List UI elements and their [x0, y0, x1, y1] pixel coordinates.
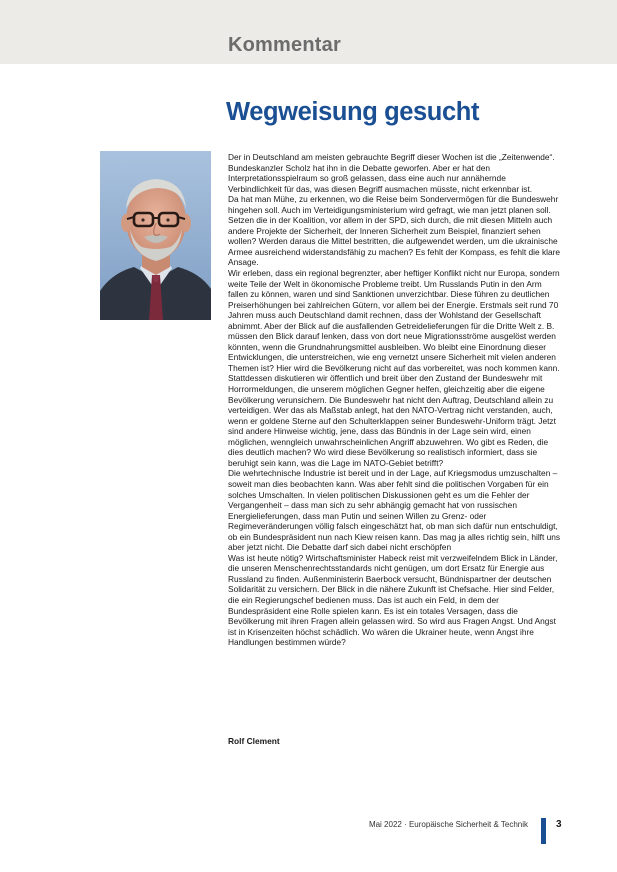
page-number: 3 — [556, 819, 562, 830]
author-portrait-image — [100, 151, 211, 320]
footer-accent-bar — [541, 818, 546, 844]
footer-journal: Europäische Sicherheit & Technik — [408, 820, 528, 829]
article-paragraph: Die wehrtechnische Industrie ist bereit und in der Lage, auf Kriegsmodus umzuschalten – soweit man dies beobachten kann. Was aber fehlt sind die politischen Vorgaben für ein solches Umschalten. In vielen politischen Diskussionen geht es um die Fehler der Vergangenheit – dass man sich zu sehr abhängig gemacht hat von russischen Energielieferungen, dass man Putin und seinen Willen zu Grenz- oder Regimeveränderungen völlig falsch eingeschätzt hat, ob man sich dafür nun entschuldigt, ob ein Bundespräsident nun nach Kiew reisen kann. Das mag ja alles richtig sein, hilft uns aber jetzt nicht. Die Debatte darf sich dabei nicht erschöpfen — [228, 468, 561, 553]
article-title: Wegweisung gesucht — [226, 98, 480, 126]
footer-separator: · — [401, 820, 409, 829]
footer-text — [369, 820, 528, 829]
article-paragraph: Der in Deutschland am meisten gebrauchte Begriff dieser Wochen ist die „Zeitenwende“. Bundeskanzler Scholz hat ihn in die Debatte geworfen. Aber er hat den Interpretationsspielraum so groß gelassen, dass eine auch nur annähernde Verbindlichkeit für das, was diesen Begriff ausmachen müsste, nicht erkennbar ist. — [228, 152, 555, 194]
author-name: Rolf Clement — [228, 736, 280, 746]
article-paragraph: Da hat man Mühe, zu erkennen, wo die Reise beim Sondervermögen für die Bundeswehr hingehen soll. Auch im Verteidigungsministerium wird gefragt, wie man jetzt planen soll. Setzen die in der Koalition, vor allem in der SPD, sich durch, die mit diesen Mitteln auch andere Projekte der Sicherheit, der Inneren Sicherheit zum Beispiel, finanziert sehen wollen? Werden daraus die Mittel bestritten, die aufgewendet werden, um die ukrainische Armee ausreichend widerstandsfähig zu machen? Es fehlt der Kompass, es fehlt die klare Ansage. — [228, 194, 561, 268]
article-paragraph: Stattdessen diskutieren wir öffentlich und breit über den Zustand der Bundeswehr mit Horrormeldungen, die unserem möglichen Gegner helfen, gleichzeitig aber die eigene Bevölkerung verunsichern. Die Bundeswehr hat nicht den Auftrag, Deutschland allein zu verteidigen. Wer das als Maßstab anlegt, hat den NATO-Vertrag nicht verstanden, auch, wenn er goldene Sterne auf den Schulterklappen seiner Bundeswehr-Uniform trägt. Jetzt sind andere Hinweise wichtig, jene, dass das Bündnis in der Lage sein wird, einen möglichen, wenngleich unwahrscheinlichen Angriff abzuwehren. Wo gibt es Reden, die dies deutlich machen? Wo wird diese Bevölkerung so realistisch informiert, dass sie beruhigt sein kann, was die Lage im NATO-Gebiet betrifft? — [228, 373, 556, 468]
author-photo — [100, 151, 211, 320]
section-label: Kommentar — [228, 34, 341, 56]
footer-issue: Mai 2022 — [368, 820, 402, 829]
article-paragraph: Wir erleben, dass ein regional begrenzter, aber heftiger Konflikt nicht nur Europa, sondern weite Teile der Welt in ökonomische Probleme treibt. Um Russlands Putin in den Arm fallen zu können, waren und sind Sanktionen unverzichtbar. Diese führen zu deutlichen Preiserhöhungen bei zahlreichen Gütern, vor allem bei der Energie. Erstmals seit rund 70 Jahren muss auch Deutschland damit rechnen, dass der Wohlstand der Gesellschaft abnimmt. Aber der Blick auf die ausfallenden Getreidelieferungen für die Dritte Welt z. B. müssen den Blick darauf lenken, dass von dort neue Migrationsströme ausgelöst werden könnten, wenn die Grundnahrungsmittel ausbleiben. Wo bleibt eine Einordnung dieser Entwicklungen, die unterstreichen, wie eng vernetzt unsere Sicherheit mit vielen anderen Themen ist? Hier wird die Bevölkerung nicht auf das vorbereitet, was noch kommen kann. — [228, 268, 560, 373]
article-body — [228, 152, 561, 648]
article-paragraph: Was ist heute nötig? Wirtschaftsminister Habeck reist mit verzweifelndem Blick in Länder, die unseren Menschenrechtsstandards nicht genügen, um dort Ersatz für Energie aus Russland zu finden. Außenministerin Baerbock versucht, Bündnispartner der deutschen Solidarität zu versichern. Der Blick in die nähere Zukunft ist Chefsache. Hier sind Felder, die ein Regierungschef bedienen muss. Das ist auch ein Feld, in dem der Bundespräsident eine Rolle spielen kann. Es ist ein totales Versagen, dass die Bevölkerung mit ihren Fragen allein gelassen wird. So wird aus Fragen Angst. Und Angst ist in Krisenzeiten höchst schädlich. Wo wären die Ukrainer heute, wenn Angst ihre Handlungen bestimmen würde? — [228, 552, 558, 648]
